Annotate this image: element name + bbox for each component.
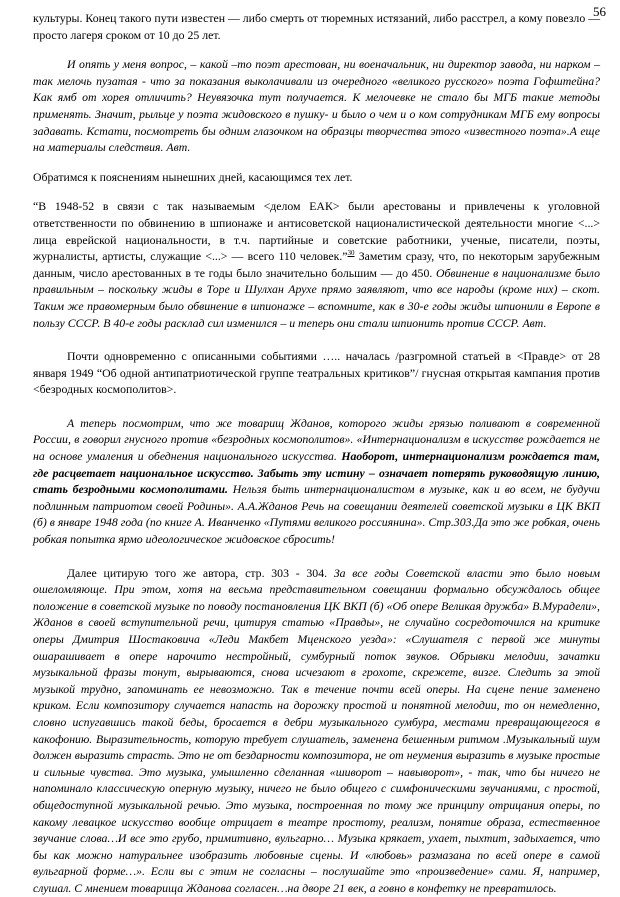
paragraph-7-quote: За все годы Советской власти это было новым ошеломляюще. При этом, хотя на весьма представительном совещании формально обсуждалось общее положение в советской музыке по поводу постановления ЦК ВКП (б) «Об опере Великая дружба» В.Мурадели», Жданов в своей вступительной речи, цитируя статью «Правды», не случайно сосредоточился на критике оперы Дмитрия Шостаковича «Леди Макбет Мценского уезда»: «Слушателя с первой же минуты ошарашивает в опере нарочито нестройный, сумбурный поток звуков. Обрывки мелодии, зачатки музыкальной фразы тонут, вырываются, снова исчезают в грохоте, скрежете, визге. Следить за этой музыкой трудно, запоминать ее невозможно. Так в течение почти всей оперы. На сцене пение заменено криком. Если композитору случается напасть на дорожку простой и понятной мелодии, то он немедленно, словно испугавшись такой беды, бросается в дебри музыкального сумбура, местами превращающегося в какофонию. Выразительность, которую требует слушатель, заменена бешенным ритмом .Музыкальный шум должен выразить страсть. Это не от бездарности композитора, не от неумения выразить в музыке простые и сильные чувства. Это музыка, умышленно сделанная «шиворот – навыворот», - так, что бы ничего не напоминало классическую оперную музыку, ничего не было общего с симфоническими звучаниями, с простой, общедоступной музыкальной речью. Это музыка, построенная по тому же принципу отрицания оперы, по какому левацкое искусство вообще отрицает в театре простоту, реализм, понятие образа, естественное звучание слова…И все это грубо, примитивно, вульгарно… Музыка крякает, ухает, пыхтит, задыхается, что бы как можно натуральнее изобразить любовные сцены. И «любовь» размазана по всей опере в самой вульгарной форме…». Если вы с этим не согласны – послушайте это «произведение» сами. Я, например, слушал. С мнением товарища Жданова согласен…на дворе 21 век, а говно в конфетку не превратилось. — [33, 565, 601, 895]
paragraph-6 — [33, 415, 600, 548]
paragraph-4-quote: “В 1948-52 в связи с так называемым <делом ЕАК> были арестованы и привлечены к уголовной ответственности по обвинению в шпионаже и антисоветской националистической деятельности многие <...> лица еврейской национальности, в т.ч. партийные и советские работники, ученые, писатели, поэты, журналисты, артисты, служащие <...> — всего 110 человек.” — [33, 199, 600, 264]
page-number: 56 — [593, 4, 606, 19]
paragraph-4 — [33, 198, 600, 331]
paragraph-7-lead: Далее цитирую того же автора, стр. 303 - 304. — [67, 565, 334, 580]
paragraph-7 — [33, 565, 600, 897]
paragraph-1: культуры. Конец такого пути известен — либо смерть от тюремных истязаний, либо расстрел, а кому повезло — просто лагеря сроком от 10 до 25 лет. — [33, 11, 600, 42]
footnote-ref-30[interactable]: 30 — [347, 249, 355, 258]
paragraph-3: Обратимся к пояснениям нынешних дней, касающимся тех лет. — [33, 169, 353, 184]
paragraph-2-author-note: И опять у меня вопрос, – какой –то поэт арестован, ни военачальник, ни директор завода, ни нарком – так мелочь пузатая - что за показания выколачивали из очередного «великого русского» поэта Гофштейна? Как ямб от хорея отличить? Неувязочка тут получается. К мелочевке не стало бы МГБ такие методы применять. Значит, рыльце у поэта жидовского в пушку- и было о чем и о ком сотрудникам МГБ ему вопросы задавать. Кстати, посмотреть бы одним глазочком на образцы творчества этого «известного поэта».А еще на материалы следствия. Авт. — [33, 57, 600, 155]
paragraph-6-text: А теперь посмотрим, что же товарищ Жданов, которого жиды грязью поливают в современной России, в говорил гнусного против «безродных космополитов». «Интернационализм в искусстве рождается не на основе умаления и обеднения национального искусства. — [33, 415, 600, 464]
paragraph-5: Почти одновременно с описанными событиями ….. началась /разгромной статьей в <Правде> от 28 января 1949 “Об одной антипатриотической группе театральных критиков”/ гнусная открытая кампания против <безродных космополитов>. — [33, 349, 600, 397]
paragraph-4-author-note: Обвинение в национализме было правильным – поскольку жиды в Торе и Шулхан Арухе прямо заявляют, что все народы (кроме них) – скот. Таким же правомерным было обвинение в шпионаже – вспомните, как в 30-е годы жиды шпионили в Европе в пользу СССР. В 40-е годы расклад сил изменился – и теперь они стали шпионить против СССР. Авт. — [33, 265, 600, 330]
paragraph-4-text: Заметим сразу, что, по некоторым зарубежным данным, число арестованных в те годы было значительно большим — до 450. — [33, 249, 600, 280]
page-content — [33, 10, 600, 897]
paragraph-6-bold-quote: Наоборот, интернационализм рождается там, где расцветает национальное искусство. Забыть эту истину – означает потерять руководящую линию, стать безродными космополитами. — [33, 449, 601, 497]
paragraph-6-text-end: Нельзя быть интернационалистом в музыке, как и во всем, не будучи подлинным патриотом своей Родины». А.А.Жданов Речь на совещании деятелей советской музыки в ЦК ВКП (б) в январе 1948 года (по книге А. Иванченко «Путями великого россиянина». Стр.303.Да это же робкая, очень робкая попытка ярмо идеологическое жидовское сбросить! — [33, 482, 600, 547]
